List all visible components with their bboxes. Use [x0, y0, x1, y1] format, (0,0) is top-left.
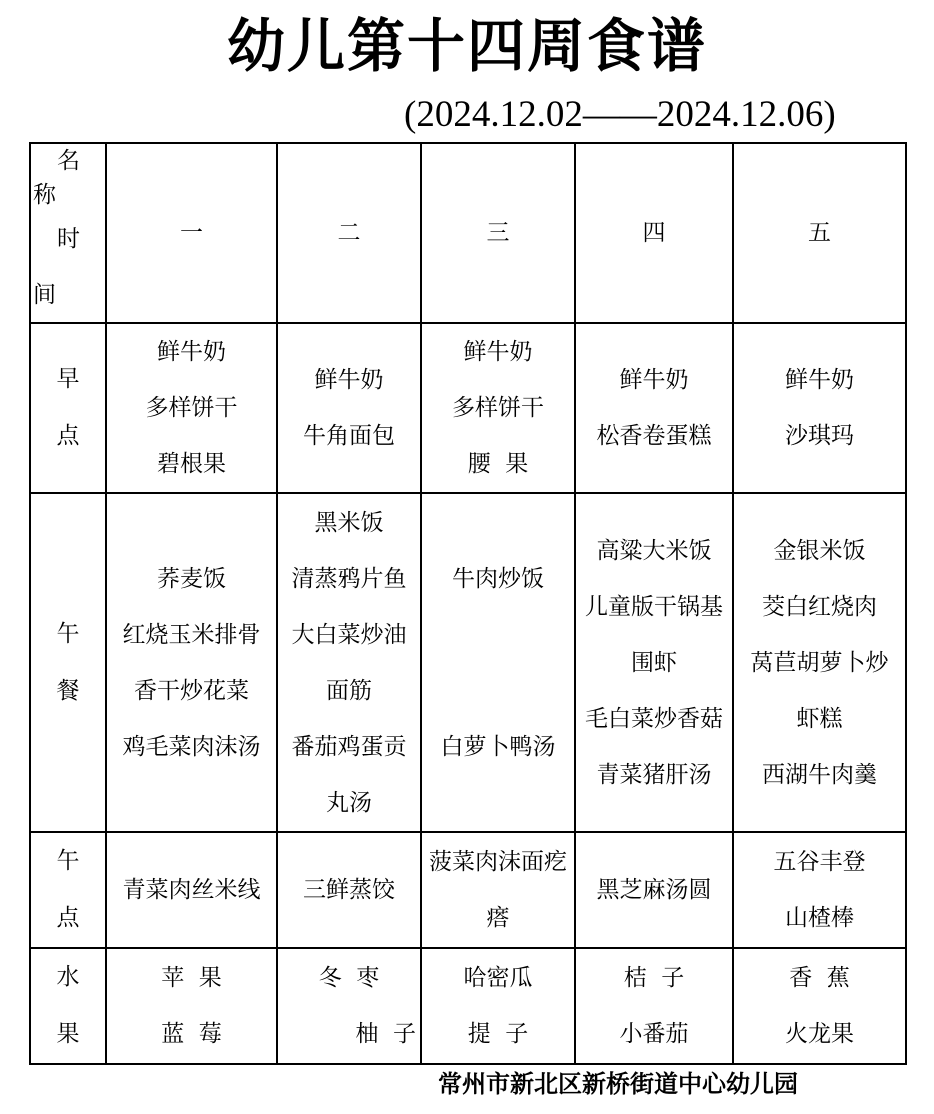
snack-cell-thu: [575, 832, 733, 948]
row-label-char: 午: [56, 848, 80, 874]
lunch-cell-thu: [575, 493, 733, 832]
menu-item: 山楂棒: [785, 905, 854, 931]
kindergarten-name: 常州市新北区新桥街道中心幼儿园: [438, 1070, 798, 1098]
menu-item: 儿童版干锅基: [585, 593, 723, 620]
menu-item: 清蒸鸦片鱼: [291, 565, 407, 592]
menu-item: 提 子: [467, 1021, 529, 1047]
breakfast-cell-mon: [106, 323, 277, 493]
menu-item: 高粱大米饭: [596, 537, 712, 564]
row-label-char: 点: [56, 423, 80, 449]
day-header-fri: 五: [733, 143, 906, 323]
breakfast-cell-fri: [733, 323, 906, 493]
menu-item: 黑芝麻汤圆: [596, 877, 712, 903]
menu-item: 鲜牛奶: [619, 367, 689, 393]
corner-label-jian: 间: [33, 282, 56, 308]
menu-item: 鲜牛奶: [785, 367, 854, 393]
lunch-cell-tue: [277, 493, 421, 832]
menu-item: 蓝 莓: [161, 1021, 222, 1047]
fruit-cell-thu: [575, 948, 733, 1064]
menu-item: 鲜牛奶: [314, 367, 384, 393]
breakfast-cell-wed: [421, 323, 575, 493]
breakfast-cell-thu: [575, 323, 733, 493]
lunch-cell-wed: [421, 493, 575, 832]
menu-item: 金银米饭: [773, 537, 866, 564]
menu-item: 桔 子: [623, 965, 685, 991]
menu-item: 牛角面包: [303, 423, 395, 449]
snack-cell-fri: [733, 832, 906, 948]
menu-item: 黑米饭: [314, 509, 384, 536]
menu-item: 腰 果: [467, 451, 529, 477]
row-label-char: 点: [56, 905, 80, 931]
corner-label-shi: 时: [57, 226, 80, 252]
row-label-char: 水: [56, 964, 80, 990]
menu-item: 莴苣胡萝卜炒: [750, 649, 889, 676]
corner-label-name: 名: [57, 148, 80, 174]
breakfast-row: [30, 323, 906, 493]
fruit-cell-fri: [733, 948, 906, 1064]
header-row: [30, 143, 906, 323]
menu-item: 红烧玉米排骨: [122, 621, 261, 648]
corner-header-cell: [30, 143, 106, 323]
day-header-tue: 二: [277, 143, 421, 323]
menu-item: 沙琪玛: [785, 423, 854, 449]
menu-item: 荞麦饭: [157, 565, 226, 592]
menu-item: 茭白红烧肉: [762, 593, 877, 620]
lunch-row: [30, 493, 906, 832]
menu-table: [29, 142, 907, 1065]
row-label-snack: [30, 832, 106, 948]
snack-cell-wed: [421, 832, 575, 948]
date-range: (2024.12.02——2024.12.06): [404, 94, 836, 135]
row-label-lunch: [30, 493, 106, 832]
snack-cell-mon: [106, 832, 277, 948]
menu-item: 白萝卜鸭汤: [440, 733, 556, 760]
spacer: [422, 607, 574, 719]
menu-item: 多样饼干: [452, 395, 544, 421]
menu-item: 柚 子: [355, 1021, 416, 1047]
menu-item: 鸡毛菜肉沫汤: [122, 733, 261, 760]
lunch-cell-mon: [106, 493, 277, 832]
menu-item: 鲜牛奶: [463, 339, 533, 365]
fruit-cell-wed: [421, 948, 575, 1064]
fruit-cell-mon: [106, 948, 277, 1064]
menu-item: 碧根果: [157, 451, 226, 477]
menu-item: 多样饼干: [145, 395, 238, 421]
menu-item: 三鲜蒸饺: [303, 877, 395, 903]
row-label-char: 餐: [56, 677, 80, 704]
menu-item: 虾糕: [796, 705, 843, 732]
menu-item: 菠菜肉沫面疙: [429, 849, 567, 875]
menu-item: 毛白菜炒香菇: [585, 705, 723, 732]
menu-item: 苹 果: [161, 965, 222, 991]
menu-item: 松香卷蛋糕: [596, 423, 712, 449]
menu-item: 青菜肉丝米线: [122, 877, 261, 903]
fruit-cell-tue: [277, 948, 421, 1064]
menu-item: 火龙果: [785, 1021, 854, 1047]
row-label-char: 早: [56, 366, 80, 392]
breakfast-cell-tue: [277, 323, 421, 493]
page-title: 幼儿第十四周食谱: [226, 12, 707, 80]
menu-item: 青菜猪肝汤: [596, 761, 712, 788]
menu-item: 五谷丰登: [773, 849, 866, 875]
day-header-wed: 三: [421, 143, 575, 323]
row-label-breakfast: [30, 323, 106, 493]
menu-item: 牛肉炒饭: [452, 565, 544, 592]
row-label-fruit: [30, 948, 106, 1064]
menu-item: 香 蕉: [789, 965, 850, 991]
menu-item: 小番茄: [619, 1021, 689, 1047]
lunch-cell-fri: [733, 493, 906, 832]
fruit-row: [30, 948, 906, 1064]
day-header-thu: 四: [575, 143, 733, 323]
row-label-char: 午: [56, 620, 80, 647]
menu-item: 鲜牛奶: [157, 339, 226, 365]
menu-item: 丸汤: [326, 789, 372, 816]
menu-item: 瘩: [486, 905, 510, 931]
menu-item: 番茄鸡蛋贡: [291, 733, 407, 760]
snack-cell-tue: [277, 832, 421, 948]
menu-item: 西湖牛肉羹: [762, 761, 877, 788]
corner-label-cheng: 称: [33, 182, 56, 208]
menu-item: 哈密瓜: [463, 965, 533, 991]
snack-row: [30, 832, 906, 948]
menu-item: 冬 枣: [318, 965, 380, 991]
menu-item: 大白菜炒油: [291, 621, 407, 648]
menu-item: 香干炒花菜: [134, 677, 249, 704]
day-header-mon: 一: [106, 143, 277, 323]
row-label-char: 果: [56, 1021, 80, 1047]
menu-item: 围虾: [631, 649, 677, 676]
menu-item: 面筋: [326, 677, 372, 704]
